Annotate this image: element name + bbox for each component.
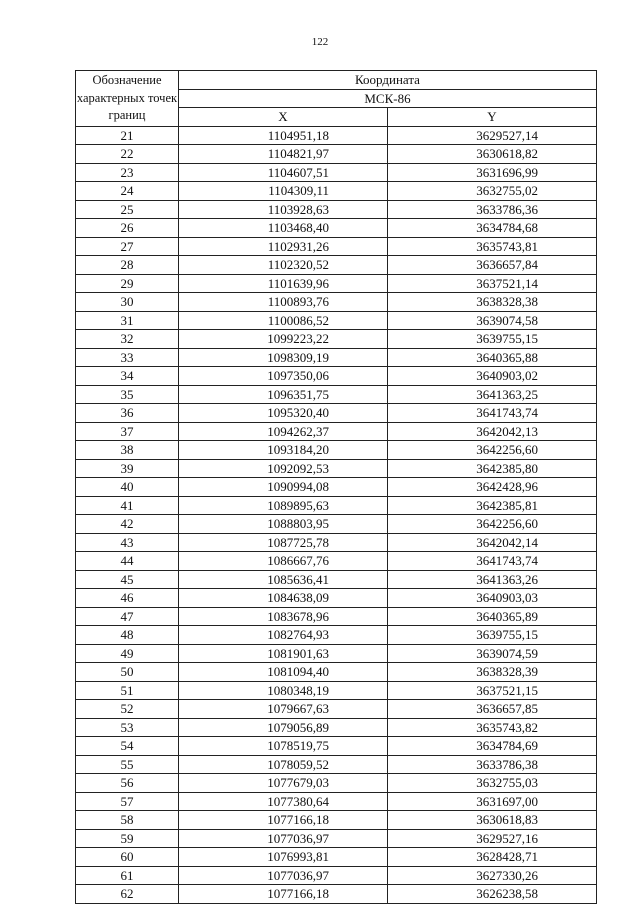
y-coordinate-cell: 3631696,99 <box>388 163 597 182</box>
table-body <box>76 126 597 903</box>
y-coordinate-cell: 3642385,81 <box>388 496 597 515</box>
y-coordinate-cell: 3642428,96 <box>388 478 597 497</box>
header-x: X <box>179 108 388 127</box>
point-number-cell: 60 <box>76 848 179 867</box>
table-row <box>76 385 597 404</box>
table-row <box>76 737 597 756</box>
y-coordinate-cell: 3634784,69 <box>388 737 597 756</box>
y-coordinate-cell: 3640903,02 <box>388 367 597 386</box>
table-row <box>76 755 597 774</box>
table-row <box>76 478 597 497</box>
x-coordinate-cell: 1100086,52 <box>179 311 388 330</box>
y-coordinate-cell: 3640903,03 <box>388 589 597 608</box>
point-number-cell: 59 <box>76 829 179 848</box>
point-number-cell: 56 <box>76 774 179 793</box>
x-coordinate-cell: 1104951,18 <box>179 126 388 145</box>
x-coordinate-cell: 1082764,93 <box>179 626 388 645</box>
point-number-cell: 33 <box>76 348 179 367</box>
table-row <box>76 589 597 608</box>
table-row <box>76 163 597 182</box>
x-coordinate-cell: 1101639,96 <box>179 274 388 293</box>
y-coordinate-cell: 3642042,13 <box>388 422 597 441</box>
y-coordinate-cell: 3641363,26 <box>388 570 597 589</box>
x-coordinate-cell: 1094262,37 <box>179 422 388 441</box>
point-number-cell: 52 <box>76 700 179 719</box>
y-coordinate-cell: 3627330,26 <box>388 866 597 885</box>
x-coordinate-cell: 1078059,52 <box>179 755 388 774</box>
x-coordinate-cell: 1104821,97 <box>179 145 388 164</box>
table-row <box>76 330 597 349</box>
y-coordinate-cell: 3642042,14 <box>388 533 597 552</box>
x-coordinate-cell: 1087725,78 <box>179 533 388 552</box>
table-row <box>76 552 597 571</box>
table-row <box>76 219 597 238</box>
y-coordinate-cell: 3636657,84 <box>388 256 597 275</box>
x-coordinate-cell: 1085636,41 <box>179 570 388 589</box>
table-row <box>76 459 597 478</box>
header-y: Y <box>388 108 597 127</box>
table-row <box>76 792 597 811</box>
table-row <box>76 515 597 534</box>
x-coordinate-cell: 1081094,40 <box>179 663 388 682</box>
y-coordinate-cell: 3637521,15 <box>388 681 597 700</box>
y-coordinate-cell: 3635743,82 <box>388 718 597 737</box>
y-coordinate-cell: 3640365,88 <box>388 348 597 367</box>
y-coordinate-cell: 3642256,60 <box>388 515 597 534</box>
point-number-cell: 48 <box>76 626 179 645</box>
table-row <box>76 681 597 700</box>
point-number-cell: 30 <box>76 293 179 312</box>
point-number-cell: 41 <box>76 496 179 515</box>
x-coordinate-cell: 1078519,75 <box>179 737 388 756</box>
point-number-cell: 27 <box>76 237 179 256</box>
point-number-cell: 51 <box>76 681 179 700</box>
x-coordinate-cell: 1090994,08 <box>179 478 388 497</box>
table-row <box>76 626 597 645</box>
table-row <box>76 533 597 552</box>
point-number-cell: 50 <box>76 663 179 682</box>
x-coordinate-cell: 1077380,64 <box>179 792 388 811</box>
y-coordinate-cell: 3632755,03 <box>388 774 597 793</box>
y-coordinate-cell: 3635743,81 <box>388 237 597 256</box>
point-number-cell: 28 <box>76 256 179 275</box>
page-number: 122 <box>311 36 329 48</box>
point-number-cell: 61 <box>76 866 179 885</box>
point-number-cell: 31 <box>76 311 179 330</box>
y-coordinate-cell: 3640365,89 <box>388 607 597 626</box>
x-coordinate-cell: 1084638,09 <box>179 589 388 608</box>
y-coordinate-cell: 3641363,25 <box>388 385 597 404</box>
x-coordinate-cell: 1079056,89 <box>179 718 388 737</box>
point-number-cell: 53 <box>76 718 179 737</box>
y-coordinate-cell: 3642256,60 <box>388 441 597 460</box>
y-coordinate-cell: 3632755,02 <box>388 182 597 201</box>
table-row <box>76 663 597 682</box>
y-coordinate-cell: 3639755,15 <box>388 626 597 645</box>
x-coordinate-cell: 1097350,06 <box>179 367 388 386</box>
coordinates-table <box>75 70 597 904</box>
x-coordinate-cell: 1103468,40 <box>179 219 388 238</box>
point-number-cell: 25 <box>76 200 179 219</box>
point-number-cell: 45 <box>76 570 179 589</box>
point-number-cell: 24 <box>76 182 179 201</box>
point-number-cell: 22 <box>76 145 179 164</box>
y-coordinate-cell: 3641743,74 <box>388 404 597 423</box>
table-row <box>76 607 597 626</box>
point-number-cell: 54 <box>76 737 179 756</box>
table-row <box>76 200 597 219</box>
table-row <box>76 700 597 719</box>
table-row <box>76 256 597 275</box>
x-coordinate-cell: 1079667,63 <box>179 700 388 719</box>
x-coordinate-cell: 1088803,95 <box>179 515 388 534</box>
point-number-cell: 29 <box>76 274 179 293</box>
x-coordinate-cell: 1100893,76 <box>179 293 388 312</box>
x-coordinate-cell: 1086667,76 <box>179 552 388 571</box>
x-coordinate-cell: 1089895,63 <box>179 496 388 515</box>
y-coordinate-cell: 3642385,80 <box>388 459 597 478</box>
table-row <box>76 774 597 793</box>
x-coordinate-cell: 1077166,18 <box>179 811 388 830</box>
y-coordinate-cell: 3634784,68 <box>388 219 597 238</box>
table-row <box>76 885 597 904</box>
y-coordinate-cell: 3633786,36 <box>388 200 597 219</box>
x-coordinate-cell: 1092092,53 <box>179 459 388 478</box>
y-coordinate-cell: 3633786,38 <box>388 755 597 774</box>
table-row <box>76 348 597 367</box>
point-number-cell: 44 <box>76 552 179 571</box>
y-coordinate-cell: 3639074,58 <box>388 311 597 330</box>
x-coordinate-cell: 1103928,63 <box>179 200 388 219</box>
point-number-cell: 43 <box>76 533 179 552</box>
point-number-cell: 47 <box>76 607 179 626</box>
x-coordinate-cell: 1083678,96 <box>179 607 388 626</box>
point-number-cell: 35 <box>76 385 179 404</box>
point-number-cell: 57 <box>76 792 179 811</box>
y-coordinate-cell: 3641743,74 <box>388 552 597 571</box>
table-row <box>76 367 597 386</box>
table-row <box>76 718 597 737</box>
table-row <box>76 182 597 201</box>
y-coordinate-cell: 3637521,14 <box>388 274 597 293</box>
x-coordinate-cell: 1102931,26 <box>179 237 388 256</box>
x-coordinate-cell: 1080348,19 <box>179 681 388 700</box>
table-row <box>76 829 597 848</box>
table-row <box>76 644 597 663</box>
table-row <box>76 293 597 312</box>
table-row <box>76 311 597 330</box>
y-coordinate-cell: 3636657,85 <box>388 700 597 719</box>
y-coordinate-cell: 3628428,71 <box>388 848 597 867</box>
point-number-cell: 26 <box>76 219 179 238</box>
table-row <box>76 570 597 589</box>
point-number-cell: 37 <box>76 422 179 441</box>
x-coordinate-cell: 1102320,52 <box>179 256 388 275</box>
point-number-cell: 39 <box>76 459 179 478</box>
x-coordinate-cell: 1076993,81 <box>179 848 388 867</box>
x-coordinate-cell: 1104309,11 <box>179 182 388 201</box>
y-coordinate-cell: 3630618,82 <box>388 145 597 164</box>
table-row <box>76 422 597 441</box>
x-coordinate-cell: 1081901,63 <box>179 644 388 663</box>
header-coordinate-system: МСК-86 <box>179 89 597 108</box>
y-coordinate-cell: 3638328,39 <box>388 663 597 682</box>
point-number-cell: 49 <box>76 644 179 663</box>
x-coordinate-cell: 1077036,97 <box>179 829 388 848</box>
x-coordinate-cell: 1096351,75 <box>179 385 388 404</box>
point-number-cell: 58 <box>76 811 179 830</box>
x-coordinate-cell: 1099223,22 <box>179 330 388 349</box>
x-coordinate-cell: 1095320,40 <box>179 404 388 423</box>
table-row <box>76 441 597 460</box>
y-coordinate-cell: 3638328,38 <box>388 293 597 312</box>
point-number-cell: 23 <box>76 163 179 182</box>
y-coordinate-cell: 3629527,16 <box>388 829 597 848</box>
point-number-cell: 32 <box>76 330 179 349</box>
table-row <box>76 274 597 293</box>
x-coordinate-cell: 1104607,51 <box>179 163 388 182</box>
table-row <box>76 811 597 830</box>
point-number-cell: 34 <box>76 367 179 386</box>
table-row <box>76 866 597 885</box>
point-number-cell: 55 <box>76 755 179 774</box>
table-row <box>76 496 597 515</box>
header-point-label: Обозначение характерных точек границ <box>76 71 179 127</box>
x-coordinate-cell: 1077036,97 <box>179 866 388 885</box>
y-coordinate-cell: 3626238,58 <box>388 885 597 904</box>
x-coordinate-cell: 1077166,18 <box>179 885 388 904</box>
point-number-cell: 62 <box>76 885 179 904</box>
point-number-cell: 42 <box>76 515 179 534</box>
y-coordinate-cell: 3631697,00 <box>388 792 597 811</box>
point-number-cell: 21 <box>76 126 179 145</box>
table-row <box>76 404 597 423</box>
table-row <box>76 145 597 164</box>
table-row <box>76 237 597 256</box>
x-coordinate-cell: 1093184,20 <box>179 441 388 460</box>
y-coordinate-cell: 3639074,59 <box>388 644 597 663</box>
y-coordinate-cell: 3639755,15 <box>388 330 597 349</box>
header-coordinate: Координата <box>179 71 597 90</box>
y-coordinate-cell: 3629527,14 <box>388 126 597 145</box>
point-number-cell: 38 <box>76 441 179 460</box>
point-number-cell: 36 <box>76 404 179 423</box>
y-coordinate-cell: 3630618,83 <box>388 811 597 830</box>
point-number-cell: 46 <box>76 589 179 608</box>
table-row <box>76 848 597 867</box>
x-coordinate-cell: 1098309,19 <box>179 348 388 367</box>
point-number-cell: 40 <box>76 478 179 497</box>
table-row <box>76 126 597 145</box>
x-coordinate-cell: 1077679,03 <box>179 774 388 793</box>
